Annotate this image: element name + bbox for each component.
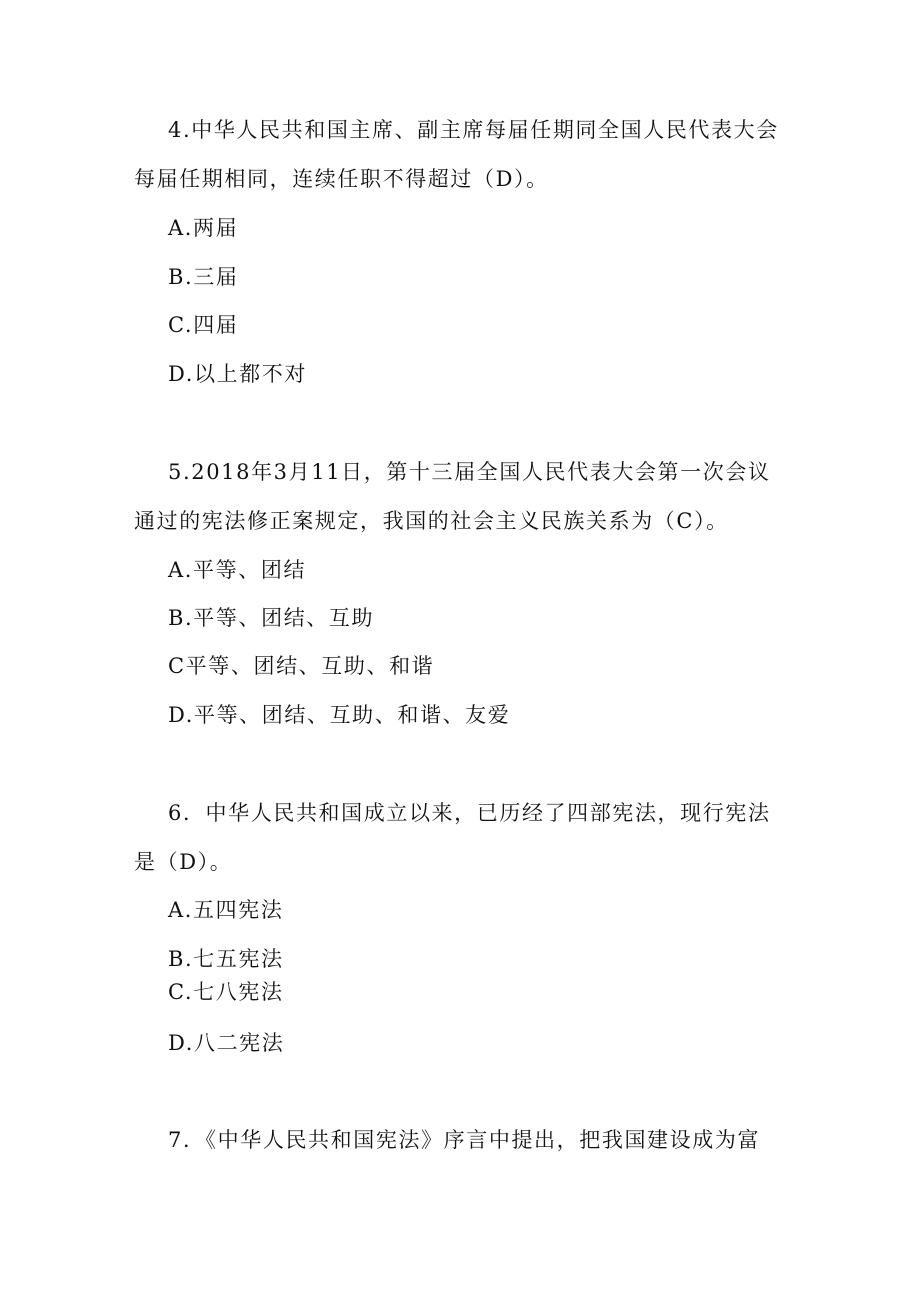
question-6-line-2: 是（D）。 [134,850,233,874]
question-4-line-2: 每届任期相同，连续任职不得超过（D）。 [134,167,549,191]
question-6-option-c: C.七八宪法 [168,980,284,1004]
question-5-option-c: C平等、团结、互助、和谐 [168,654,435,678]
question-6-option-d: D.八二宪法 [168,1031,285,1055]
question-6-line-1: 6．中华人民共和国成立以来，已历经了四部宪法，现行宪法 [168,801,771,825]
question-5-line-2: 通过的宪法修正案规定，我国的社会主义民族关系为（C）。 [134,509,729,533]
question-6-option-a: A.五四宪法 [168,898,284,922]
question-7-line-1: 7．《中华人民共和国宪法》序言中提出，把我国建设成为富 [168,1128,761,1152]
question-4-line-1: 4.中华人民共和国主席、副主席每届任期同全国人民代表大会 [168,118,779,142]
question-4-option-c: C.四届 [168,313,239,337]
question-5-line-1: 5.2018年3月11日，第十三届全国人民代表大会第一次会议 [168,460,771,484]
question-6-option-b: B.七五宪法 [168,947,284,971]
question-5-option-b: B.平等、团结、互助 [168,606,375,630]
question-5-option-a: A.平等、团结 [168,558,307,582]
question-4-option-a: A.两届 [168,216,239,240]
question-4-option-b: B.三届 [168,265,239,289]
question-5-option-d: D.平等、团结、互助、和谐、友爱 [168,703,511,727]
question-4-option-d: D.以上都不对 [168,362,307,386]
